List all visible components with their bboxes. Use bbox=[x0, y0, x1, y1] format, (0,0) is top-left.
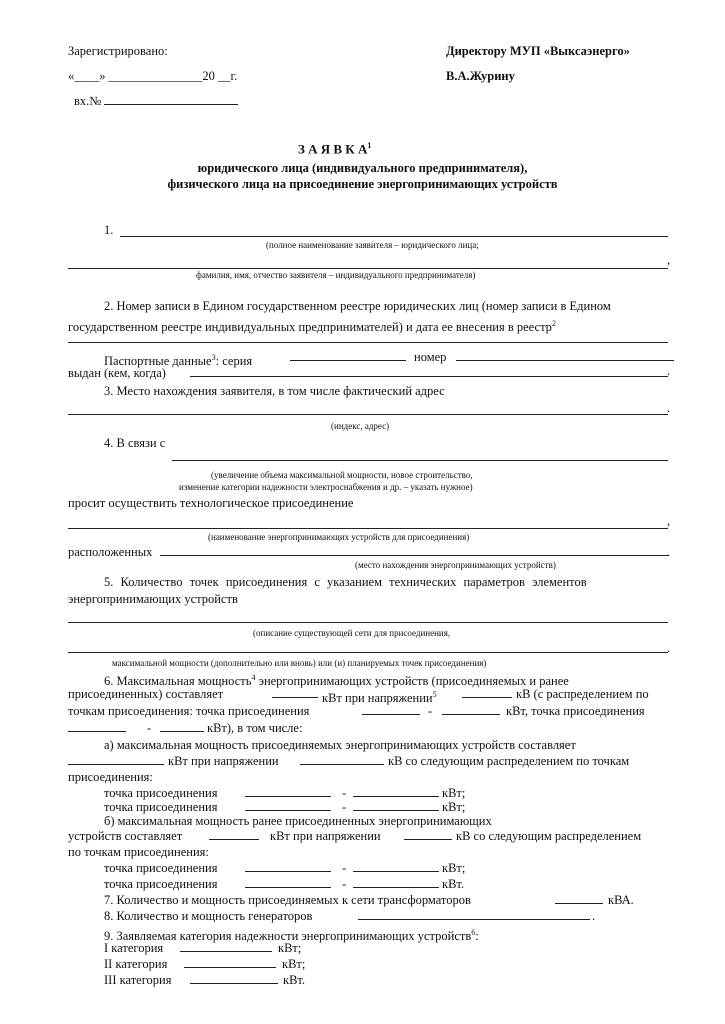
punct-period: . bbox=[592, 909, 596, 923]
section-9-footnote: 6 bbox=[471, 928, 476, 937]
incoming-number-field[interactable] bbox=[104, 92, 238, 105]
section-4-hint-3: (наименование энергопринимающих устройств для присоединения) bbox=[208, 532, 470, 542]
dash: - bbox=[147, 721, 152, 735]
point-2-field[interactable] bbox=[68, 719, 126, 732]
category-2-label: II категория bbox=[104, 957, 168, 971]
category-1-field[interactable] bbox=[180, 939, 272, 952]
section-6b-line-1: б) максимальная мощность ранее присоединенных энергопринимающих bbox=[104, 814, 492, 828]
addressee-title: Директору МУП «Выксаэнерго» bbox=[446, 44, 630, 58]
generators-field[interactable] bbox=[358, 907, 590, 920]
registration-date-line: «____» _______________20 __г. bbox=[68, 69, 238, 83]
section-3-text: 3. Место нахождения заявителя, в том числе фактический адрес bbox=[104, 384, 445, 398]
kw-unit: кВт; bbox=[282, 957, 306, 971]
dash: - bbox=[342, 786, 347, 800]
section-1-hint-2: фамилия, имя, отчество заявителя – индивидуального предпринимателя) bbox=[196, 270, 476, 280]
punct-period: . bbox=[667, 641, 671, 655]
section-3-hint: (индекс, адрес) bbox=[331, 421, 390, 431]
passport-number-field[interactable] bbox=[456, 348, 674, 361]
point-label: точка присоединения bbox=[104, 800, 218, 814]
title-footnote: 1 bbox=[367, 141, 372, 150]
section-1-hint-1: (полное наименование заявителя – юридического лица; bbox=[266, 240, 479, 250]
passport-series-label: : серия bbox=[215, 354, 253, 369]
section-6-line-3c: кВт, точка присоединения bbox=[506, 704, 645, 718]
6b-point-1-field[interactable] bbox=[245, 859, 331, 872]
voltage-label: кВт при напряжении bbox=[322, 691, 433, 706]
subtitle-line-1: юридического лица (индивидуального предпринимателя), bbox=[197, 161, 528, 175]
passport-number-label: номер bbox=[414, 350, 447, 364]
section-6-line-3a: точкам присоединения: точка присоединения bbox=[68, 704, 310, 718]
location-field[interactable] bbox=[160, 543, 668, 556]
kw-unit: кВт; bbox=[278, 941, 302, 955]
section-6b-line-2c: кВ со следующим распределением bbox=[456, 829, 642, 843]
addressee-name: В.А.Журину bbox=[446, 69, 515, 83]
passport-issued-label: выдан (кем, когда) bbox=[68, 366, 166, 380]
max-power-field[interactable] bbox=[272, 685, 318, 698]
punct-period: . bbox=[667, 545, 671, 559]
subtitle-line-2: физического лица на присоединение энергопринимающих устройств bbox=[167, 177, 558, 191]
punct-comma: , bbox=[667, 514, 671, 528]
address-field[interactable] bbox=[68, 401, 671, 415]
new-voltage-field[interactable] bbox=[300, 752, 384, 765]
section-6-footnote-5: 5 bbox=[432, 690, 437, 699]
section-6-footnote-4: 4 bbox=[251, 673, 256, 682]
kw-unit: кВт; bbox=[442, 861, 466, 875]
6b-point-1-power-field[interactable] bbox=[353, 859, 439, 872]
title-text: З А Я В К А bbox=[298, 141, 368, 157]
punct-period: . bbox=[667, 401, 671, 415]
new-power-field[interactable] bbox=[68, 752, 164, 765]
category-3-field[interactable] bbox=[190, 971, 278, 984]
section-5-hint-1: (описание существующей сети для присоединения, bbox=[253, 628, 451, 638]
section-5-hint-2: максимальной мощности (дополнительно или вновь) или (и) планируемых точек присоединения) bbox=[112, 658, 487, 668]
applicant-name-field[interactable] bbox=[120, 224, 668, 237]
passport-footnote: 3 bbox=[211, 353, 216, 362]
passport-issued-field[interactable] bbox=[190, 364, 671, 378]
registered-label: Зарегистрировано: bbox=[68, 44, 168, 58]
6b-point-2-field[interactable] bbox=[245, 875, 331, 888]
dash: - bbox=[428, 704, 433, 718]
transformers-field[interactable] bbox=[555, 891, 603, 904]
section-6b-line-2b: кВт при напряжении bbox=[270, 829, 381, 843]
dash: - bbox=[342, 861, 347, 875]
section-9-text: 9. Заявляемая категория надежности энергопринимающих устройств$^6$: bbox=[104, 928, 479, 944]
devices-field[interactable] bbox=[68, 514, 671, 529]
category-3-label: III категория bbox=[104, 973, 172, 987]
existing-power-field[interactable] bbox=[209, 827, 259, 840]
voltage-field[interactable] bbox=[462, 685, 512, 698]
section-4-hint-1: (увеличение объема максимальной мощности, новое строительство, bbox=[211, 470, 473, 480]
point-1-field[interactable] bbox=[362, 702, 420, 715]
punct-comma: , bbox=[667, 253, 671, 267]
6a-point-2-power-field[interactable] bbox=[353, 798, 439, 811]
point-label: точка присоединения bbox=[104, 877, 218, 891]
section-2-line-1: 2. Номер записи в Едином государственном реестре юридических лиц (номер записи в Едином bbox=[104, 299, 611, 313]
section-6a-line-2a: кВт при напряжении bbox=[168, 754, 279, 768]
section-6-line-2c: кВ (с распределением по bbox=[516, 687, 649, 701]
section-6-line-4b: кВт), в том числе: bbox=[207, 721, 303, 735]
connection-points-field-2[interactable] bbox=[68, 640, 668, 653]
point-2-power-field[interactable] bbox=[160, 719, 204, 732]
connection-points-field[interactable] bbox=[68, 610, 668, 623]
kw-unit: кВт; bbox=[442, 786, 466, 800]
incoming-number-label: вх.№ bbox=[74, 94, 102, 108]
section-4-text: 4. В связи с bbox=[104, 436, 166, 450]
kw-unit: кВт; bbox=[442, 800, 466, 814]
section-6-line-2a: присоединенных) составляет bbox=[68, 687, 224, 701]
reason-field[interactable] bbox=[172, 448, 668, 461]
section-4-hint-2: изменение категории надежности электроснабжения и др. – указать нужное) bbox=[179, 482, 473, 492]
kw-unit: кВт. bbox=[283, 973, 306, 987]
existing-voltage-field[interactable] bbox=[404, 827, 452, 840]
section-4-request: просит осуществить технологическое присоединение bbox=[68, 496, 354, 510]
6a-point-2-field[interactable] bbox=[245, 798, 331, 811]
dash: - bbox=[342, 800, 347, 814]
section-6-title: 6. Максимальная мощность bbox=[104, 674, 252, 689]
registry-number-field[interactable] bbox=[68, 330, 668, 343]
point-label: точка присоединения bbox=[104, 786, 218, 800]
6a-point-1-field[interactable] bbox=[245, 784, 331, 797]
section-5-line-1: 5. Количество точек присоединения с указанием технических параметров элементов bbox=[104, 575, 587, 589]
section-2-line-2-text: государственном реестре индивидуальных предпринимателей) и дата ее внесения в реестр bbox=[68, 320, 552, 335]
category-1-label: I категория bbox=[104, 941, 164, 955]
section-9-label: 9. Заявляемая категория надежности энергопринимающих устройств bbox=[104, 929, 472, 944]
section-6a-line-3: присоединения: bbox=[68, 770, 153, 784]
section-4-located: расположенных bbox=[68, 545, 153, 559]
section-6-title-cont: энергопринимающих устройств (присоединяемых и ранее bbox=[258, 674, 569, 689]
section-6b-line-3: по точкам присоединения: bbox=[68, 845, 209, 859]
section-8-text: 8. Количество и мощность генераторов bbox=[104, 909, 313, 923]
section-5-line-2: энергопринимающих устройств bbox=[68, 592, 238, 606]
section-6b-line-2a: устройств составляет bbox=[68, 829, 183, 843]
punct-period: . bbox=[667, 364, 671, 378]
document-title bbox=[298, 138, 371, 156]
category-2-field[interactable] bbox=[184, 955, 276, 968]
6a-point-1-power-field[interactable] bbox=[353, 784, 439, 797]
section-4-hint-4: (место нахождения энергопринимающих устройств) bbox=[355, 560, 556, 570]
section-7-text: 7. Количество и мощность присоединяемых к сети трансформаторов bbox=[104, 893, 471, 907]
section-6a-line-2b: кВ со следующим распределением по точкам bbox=[388, 754, 630, 768]
kva-unit: кВА. bbox=[608, 893, 634, 907]
6b-point-2-power-field[interactable] bbox=[353, 875, 439, 888]
dash: - bbox=[342, 877, 347, 891]
section-2-footnote: 2 bbox=[551, 319, 556, 328]
point-label: точка присоединения bbox=[104, 861, 218, 875]
kw-unit: кВт. bbox=[442, 877, 465, 891]
point-1-power-field[interactable] bbox=[442, 702, 500, 715]
passport-series-field[interactable] bbox=[290, 348, 406, 361]
section-1-number: 1. bbox=[104, 223, 114, 237]
section-6a-line-1: а) максимальная мощность присоединяемых энергопринимающих устройств составляет bbox=[104, 738, 576, 752]
passport-label-text: Паспортные данные bbox=[104, 354, 212, 369]
applicant-name-field-2[interactable] bbox=[68, 256, 668, 269]
